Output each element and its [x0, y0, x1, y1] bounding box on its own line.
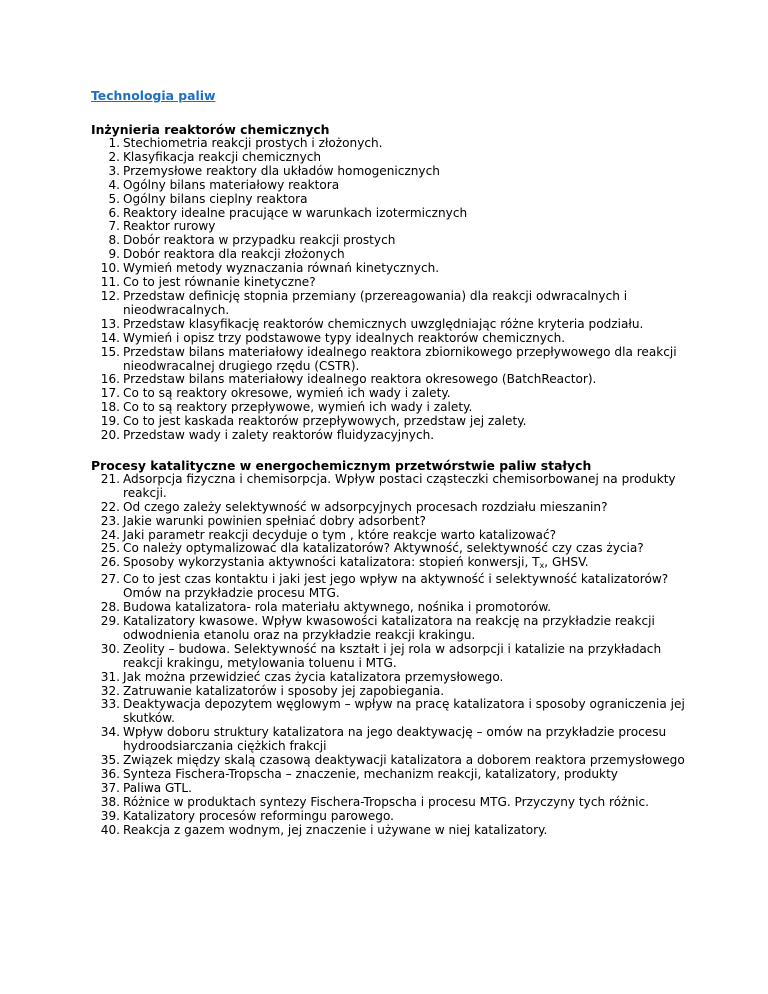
list-item [91, 685, 691, 699]
item-text: Dobór reaktora dla reakcji złożonych [123, 247, 345, 262]
item-number: 5. [108, 191, 120, 206]
sections-container [91, 122, 691, 838]
item-text: Synteza Fischera-Tropscha – znaczenie, mechanizm reakcji, katalizatory, produkty [123, 766, 618, 781]
item-text: Reakcja z gazem wodnym, jej znaczenie i używane w niej katalizatory. [123, 822, 548, 837]
item-text: Budowa katalizatora- rola materiału aktywnego, nośnika i promotorów. [123, 600, 552, 615]
list-item [91, 276, 691, 290]
list-item [91, 248, 691, 262]
list-item [91, 234, 691, 248]
list-item [91, 220, 691, 234]
item-number: 12. [100, 288, 120, 303]
section-heading: Inżynieria reaktorów chemicznych [91, 122, 330, 137]
item-text: Co to są reaktory przepływowe, wymień ich wady i zalety. [123, 400, 473, 415]
item-text: Przedstaw bilans materiałowy idealnego reaktora okresowego (BatchReactor). [123, 372, 597, 387]
item-text: Przedstaw klasyfikację reaktorów chemicznych uwzględniając różne kryteria podziału. [123, 316, 644, 331]
section-heading: Procesy katalityczne w energochemicznym przetwórstwie paliw stałych [91, 457, 592, 473]
title-link[interactable]: Technologia paliw [91, 88, 216, 103]
item-text: Reaktory idealne pracujące w warunkach izotermicznych [123, 205, 468, 220]
item-text: Co to jest czas kontaktu i jaki jest jego wpływ na aktywność i selektywność katalizatorów? Omów na przykładzie procesu MTG. [123, 572, 669, 601]
list-item [91, 387, 691, 401]
item-text-part: Sposoby wykorzystania aktywności katalizatora: stopień konwersji, T [123, 555, 540, 570]
item-number: 29. [100, 614, 120, 628]
item-text: Wymień i opisz trzy podstawowe typy idealnych reaktorów chemicznych. [123, 330, 566, 345]
item-text: Klasyfikacja reakcji chemicznych [123, 149, 322, 164]
list-item [91, 671, 691, 685]
list-item [91, 782, 691, 796]
item-number: 33. [100, 697, 120, 712]
item-number: 13. [100, 316, 120, 331]
list-item [91, 698, 691, 726]
item-text: Przemysłowe reaktory dla układów homogenicznych [123, 163, 440, 178]
document-page [91, 85, 691, 838]
item-text: Różnice w produktach syntezy Fischera-Tropscha i procesu MTG. Przyczyny tych różnic. [123, 794, 649, 809]
item-number: 14. [100, 330, 120, 345]
question-list [91, 473, 691, 838]
list-item [91, 207, 691, 221]
item-text: Ogólny bilans cieplny reaktora [123, 191, 308, 206]
list-item [91, 824, 691, 838]
item-number: 9. [108, 247, 120, 262]
item-number: 27. [100, 572, 120, 587]
item-text: Paliwa GTL. [123, 780, 192, 795]
item-number: 7. [108, 219, 120, 234]
list-item [91, 726, 691, 754]
item-text: Przedstaw definicję stopnia przemiany (przereagowania) dla reakcji odwracalnych i nieodwracalnych. [123, 288, 628, 317]
item-number: 38. [100, 794, 120, 809]
list-item [91, 556, 691, 573]
list-item [91, 179, 691, 193]
list-item [91, 768, 691, 782]
item-number: 18. [100, 400, 120, 415]
item-text: Deaktywacja depozytem węglowym – wpływ na pracę katalizatora i sposoby ograniczenia jej skutków. [123, 697, 685, 726]
list-item [91, 151, 691, 165]
item-number: 36. [100, 766, 120, 781]
item-number: 10. [100, 261, 120, 276]
item-number: 34. [100, 725, 120, 740]
list-item [91, 615, 691, 643]
item-text: Dobór reaktora w przypadku reakcji prostych [123, 233, 396, 248]
item-text: Od czego zależy selektywność w adsorpcyjnych procesach rozdziału mieszanin? [123, 499, 608, 514]
list-item [91, 754, 691, 768]
item-number: 24. [100, 527, 120, 542]
list-item [91, 573, 691, 601]
item-text: Co to jest kaskada reaktorów przepływowych, przedstaw jej zalety. [123, 414, 527, 429]
item-text: Przedstaw bilans materiałowy idealnego reaktora zbiornikowego przepływowego dla reakcji nieodwracalnej drugiego rzędu (CSTR). [123, 344, 677, 373]
list-item [91, 346, 691, 374]
item-text: Przedstaw wady i zalety reaktorów fluidyzacyjnych. [123, 428, 435, 443]
list-item [91, 401, 691, 415]
item-text: Stechiometria reakcji prostych i złożonych. [123, 136, 383, 150]
item-number: 17. [100, 386, 120, 401]
item-text: Wymień metody wyznaczania równań kinetycznych. [123, 261, 440, 276]
item-number: 21. [100, 471, 120, 486]
item-number: 19. [100, 414, 120, 429]
item-number: 37. [100, 780, 120, 795]
list-item [91, 373, 691, 387]
item-text: Katalizatory procesów reformingu parowego. [123, 808, 394, 823]
list-item [91, 473, 691, 501]
item-text: Wpływ doboru struktury katalizatora na jego deaktywację – omów na przykładzie procesu hydroodsiarczania ciężkich frakcji [123, 725, 667, 754]
list-item [91, 415, 691, 429]
list-item [91, 429, 691, 443]
item-number: 2. [108, 149, 120, 164]
item-number: 35. [100, 753, 120, 768]
list-item [91, 810, 691, 824]
item-number: 15. [100, 344, 120, 359]
item-number: 6. [108, 205, 120, 220]
item-number: 26. [100, 555, 120, 570]
item-text [123, 556, 691, 573]
list-item [91, 193, 691, 207]
list-item [91, 643, 691, 671]
item-text: Jakie warunki powinien spełniać dobry adsorbent? [123, 513, 426, 528]
item-number: 1. [108, 136, 120, 150]
item-number: 39. [100, 808, 120, 823]
item-text: Adsorpcja fizyczna i chemisorpcja. Wpływ postaci cząsteczki chemisorbowanej na produkty reakcji. [123, 471, 676, 500]
item-number: 30. [100, 641, 120, 656]
item-text: Co to jest równanie kinetyczne? [123, 275, 316, 290]
item-number: 8. [108, 233, 120, 248]
item-text: Co to są reaktory okresowe, wymień ich wady i zalety. [123, 386, 451, 401]
item-text: Zatruwanie katalizatorów i sposoby jej zapobiegania. [123, 683, 445, 698]
list-item [91, 290, 691, 318]
item-number: 40. [100, 822, 120, 837]
item-number: 22. [100, 499, 120, 514]
item-number: 11. [100, 275, 120, 290]
question-list [91, 137, 691, 443]
item-text: Jak można przewidzieć czas życia katalizatora przemysłowego. [123, 669, 504, 684]
list-item [91, 542, 691, 556]
item-text: Jaki parametr reakcji decyduje o tym , które reakcje warto katalizować? [123, 527, 557, 542]
item-text: Katalizatory kwasowe. Wpływ kwasowości katalizatora na reakcję na przykładzie reakcji odwodnienia etanolu oraz na przykładzie reakcji krakingu. [123, 614, 655, 642]
list-item [91, 137, 691, 151]
list-item [91, 601, 691, 615]
item-number: 31. [100, 669, 120, 684]
item-number: 25. [100, 541, 120, 556]
item-number: 4. [108, 177, 120, 192]
item-text: Co należy optymalizować dla katalizatorów? Aktywność, selektywność czy czas życia? [123, 541, 644, 556]
item-number: 28. [100, 600, 120, 615]
list-item [91, 529, 691, 543]
list-item [91, 165, 691, 179]
list-item [91, 332, 691, 346]
subscript: x [539, 561, 545, 571]
item-number: 20. [100, 428, 120, 443]
item-number: 16. [100, 372, 120, 387]
item-text: Ogólny bilans materiałowy reaktora [123, 177, 340, 192]
item-number: 23. [100, 513, 120, 528]
list-item [91, 796, 691, 810]
list-item [91, 501, 691, 515]
item-text: Zeolity – budowa. Selektywność na kształt i jej rola w adsorpcji i katalizie na przykładach reakcji krakingu, metylowania toluenu i MTG. [123, 641, 662, 670]
list-item [91, 318, 691, 332]
item-text: Związek między skalą czasową deaktywacji katalizatora a doborem reaktora przemysłowego [123, 753, 685, 768]
list-item [91, 515, 691, 529]
item-number: 32. [100, 683, 120, 698]
list-item [91, 262, 691, 276]
item-number: 3. [108, 163, 120, 178]
item-text: Reaktor rurowy [123, 219, 216, 234]
item-text-part: , GHSV. [544, 555, 589, 570]
